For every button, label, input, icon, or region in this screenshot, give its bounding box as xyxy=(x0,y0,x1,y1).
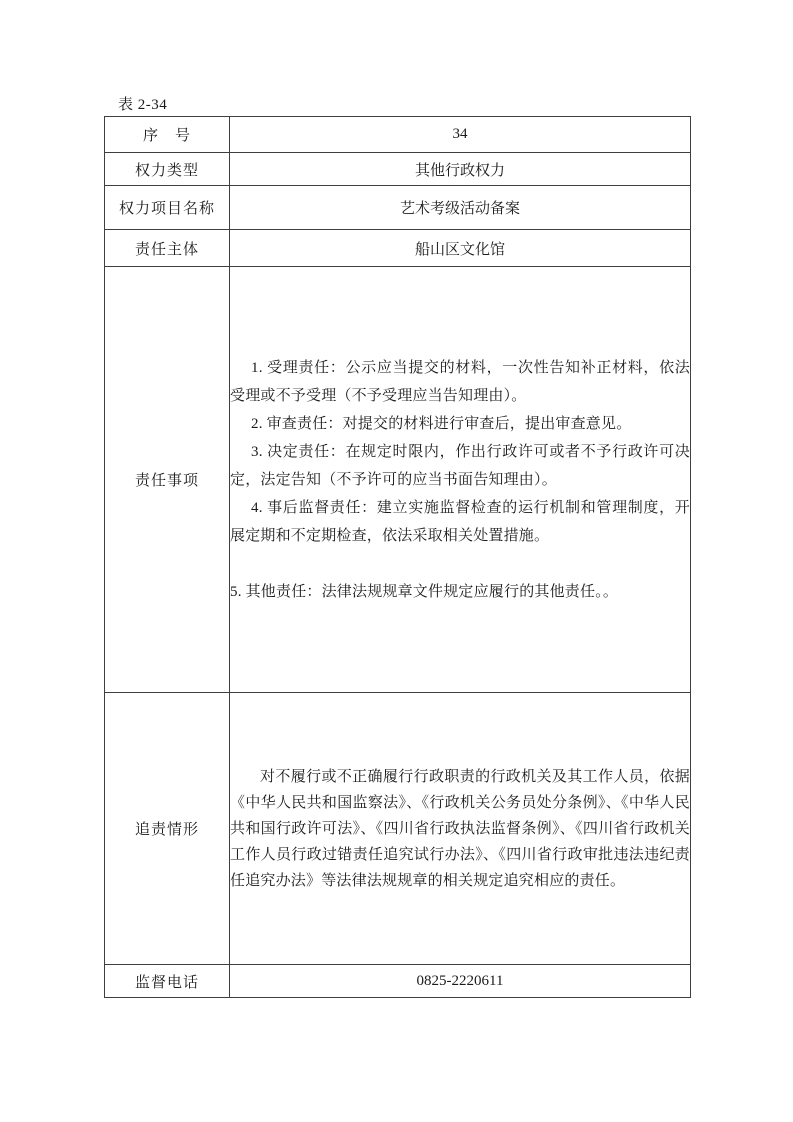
responsibility-item-1: 1. 受理责任：公示应当提交的材料，一次性告知补正材料，依法受理或不予受理（不予受理应当告知理由）。 xyxy=(230,359,690,404)
responsibility-item-2: 2. 审查责任：对提交的材料进行审查后，提出审查意见。 xyxy=(251,415,632,432)
responsibility-item-4: 4. 事后监督责任：建立实施监督检查的运行机制和管理制度，开展定期和不定期检查，依法采取相关处置措施。 xyxy=(230,499,690,544)
responsibility-list-table xyxy=(104,116,691,998)
row-value-accountability-circumstances xyxy=(230,693,691,965)
row-label-accountability-circumstances: 追责情形 xyxy=(105,693,230,965)
table-row-accountability-circumstances xyxy=(105,693,691,965)
row-label-responsible-entity: 责任主体 xyxy=(105,230,230,267)
table-row-power-type xyxy=(105,153,691,186)
row-label-supervision-phone: 监督电话 xyxy=(105,965,230,998)
accountability-paragraph: 对不履行或不正确履行行政职责的行政机关及其工作人员，依据《中华人民共和国监察法》、《行政机关公务员处分条例》、《中华人民共和国行政许可法》、《四川省行政执法监督条例》、《四川省行政机关工作人员行政过错责任追究试行办法》、《四川省行政审批违法违纪责任追究办法》等法律法规规章的相关规定追究相应的责任。 xyxy=(230,768,690,889)
row-label-serial-number: 序 号 xyxy=(105,117,230,153)
row-label-power-type: 权力类型 xyxy=(105,153,230,186)
row-value-responsibility-items xyxy=(230,267,691,693)
table-caption: 表 2-34 xyxy=(118,97,168,113)
row-value-serial-number: 34 xyxy=(230,117,691,153)
table-row-power-item-name xyxy=(105,186,691,230)
row-value-power-item-name: 艺术考级活动备案 xyxy=(230,186,691,230)
row-value-responsible-entity: 船山区文化馆 xyxy=(230,230,691,267)
table-row-supervision-phone xyxy=(105,965,691,998)
table-row-serial-number xyxy=(105,117,691,153)
row-value-power-type: 其他行政权力 xyxy=(230,153,691,186)
table-row-responsibility-items xyxy=(105,267,691,693)
table-row-responsible-entity xyxy=(105,230,691,267)
row-label-responsibility-items: 责任事项 xyxy=(105,267,230,693)
row-label-power-item-name: 权力项目名称 xyxy=(105,186,230,230)
responsibility-item-3: 3. 决定责任：在规定时限内，作出行政许可或者不予行政许可决定，法定告知（不予许可的应当书面告知理由）。 xyxy=(230,443,690,488)
responsibility-item-5: 5. 其他责任：法律法规规章文件规定应履行的其他责任。。 xyxy=(230,583,619,600)
row-value-supervision-phone: 0825-2220611 xyxy=(230,965,691,998)
